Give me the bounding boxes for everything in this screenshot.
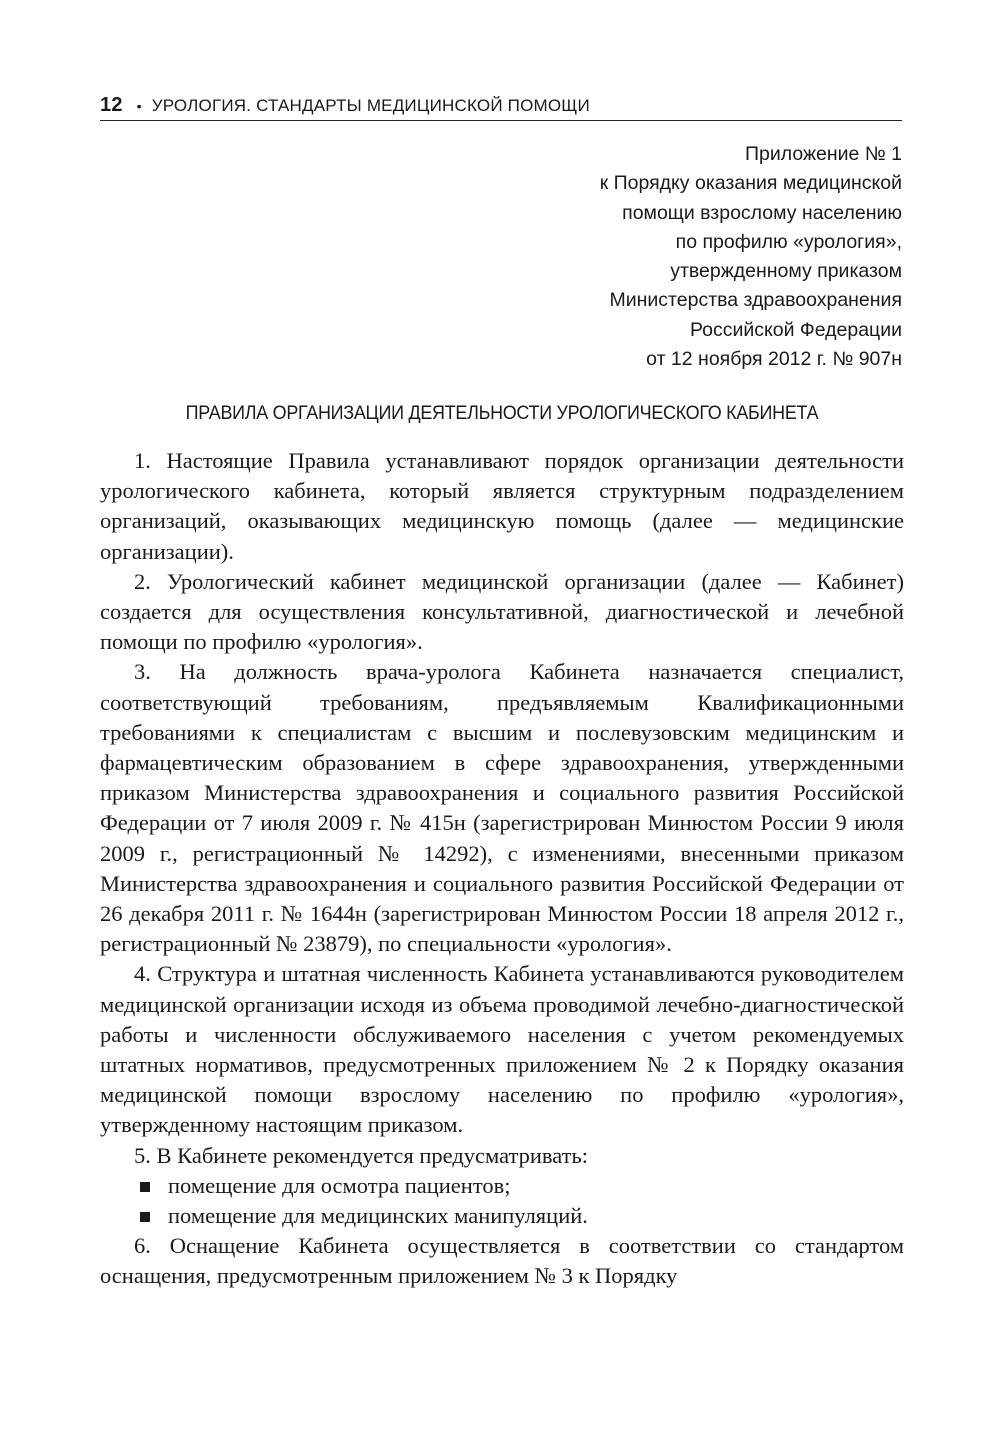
paragraph-3: 3. На должность врача-уролога Кабинета назначается специалист, соответствующий требованиям, предъявляемым Квалификационными требованиями к специалистам с высшим и послевузовским медицинским и фармацевтическим образованием в сфере здравоохранения, утвержденными приказом Министерства здравоохранения и социального развития Российской Федерации от 7 июля 2009 г. № 415н (зарегистрирован Минюстом России 9 июля 2009 г., регистрационный № 14292), с изменениями, внесенными приказом Министерства здравоохранения и социального развития Российской Федерации от 26 декабря 2011 г. № 1644н (зарегистрирован Минюстом России 18 апреля 2012 г., регистрационный № 23879), по специальности «урология».	[100, 659, 904, 957]
paragraph-2: 2. Урологический кабинет медицинской организации (далее — Кабинет) создается для осуществления консультативной, диагностической и лечебной помощи по профилю «урология».	[100, 568, 904, 655]
appendix-line: помощи взрослому населению	[622, 201, 902, 224]
appendix-line: утвержденному приказом	[670, 260, 902, 283]
list-item	[100, 1201, 904, 1231]
appendix-line: Приложение № 1	[745, 143, 902, 165]
running-head-title: УРОЛОГИЯ. СТАНДАРТЫ МЕДИЦИНСКОЙ ПОМОЩИ	[151, 96, 590, 115]
appendix-line: Российской Федерации	[689, 318, 902, 341]
list-item-text: помещение для осмотра пациентов;	[168, 1172, 511, 1198]
list-item-text: помещение для медицинских манипуляций.	[168, 1203, 588, 1229]
paragraph-1: 1. Настоящие Правила устанавливают порядок организации деятельности урологического кабинета, который является структурным подразделением организаций, оказывающих медицинскую помощь (далее — медицинские организации).	[100, 448, 904, 564]
list-item	[100, 1171, 904, 1201]
paragraph-5: 5. В Кабинете рекомендуется предусматривать:	[134, 1142, 588, 1168]
premises-list	[100, 1171, 904, 1231]
paragraph-4: 4. Структура и штатная численность Кабинета устанавливаются руководителем медицинской организации исходя из объема проводимой лечебно-диагностической работы и численности обслуживаемого населения с учетом рекомендуемых штатных нормативов, предусмотренных приложением № 2 к Порядку оказания медицинской помощи взрослому населению по профилю «урология», утвержденному настоящим приказом.	[100, 961, 904, 1138]
section-heading: ПРАВИЛА ОРГАНИЗАЦИИ ДЕЯТЕЛЬНОСТИ УРОЛОГИЧЕСКОГО КАБИНЕТА	[185, 402, 819, 424]
square-bullet-icon	[140, 1182, 150, 1192]
body-text	[100, 446, 904, 1292]
appendix-line: от 12 ноября 2012 г. № 907н	[646, 348, 902, 371]
square-bullet-icon	[140, 1212, 150, 1222]
running-head	[100, 92, 902, 121]
appendix-line: к Порядку оказания медицинской	[599, 172, 902, 195]
header-bullet: •	[136, 98, 142, 114]
page-number: 12	[100, 94, 123, 116]
paragraph-6: 6. Оснащение Кабинета осуществляется в соответствии со стандартом оснащения, предусмотренным приложением № 3 к Порядку	[100, 1233, 904, 1289]
appendix-note	[600, 140, 902, 374]
appendix-line: Министерства здравоохранения	[609, 289, 902, 312]
appendix-line: по профилю «урология»,	[675, 230, 902, 253]
